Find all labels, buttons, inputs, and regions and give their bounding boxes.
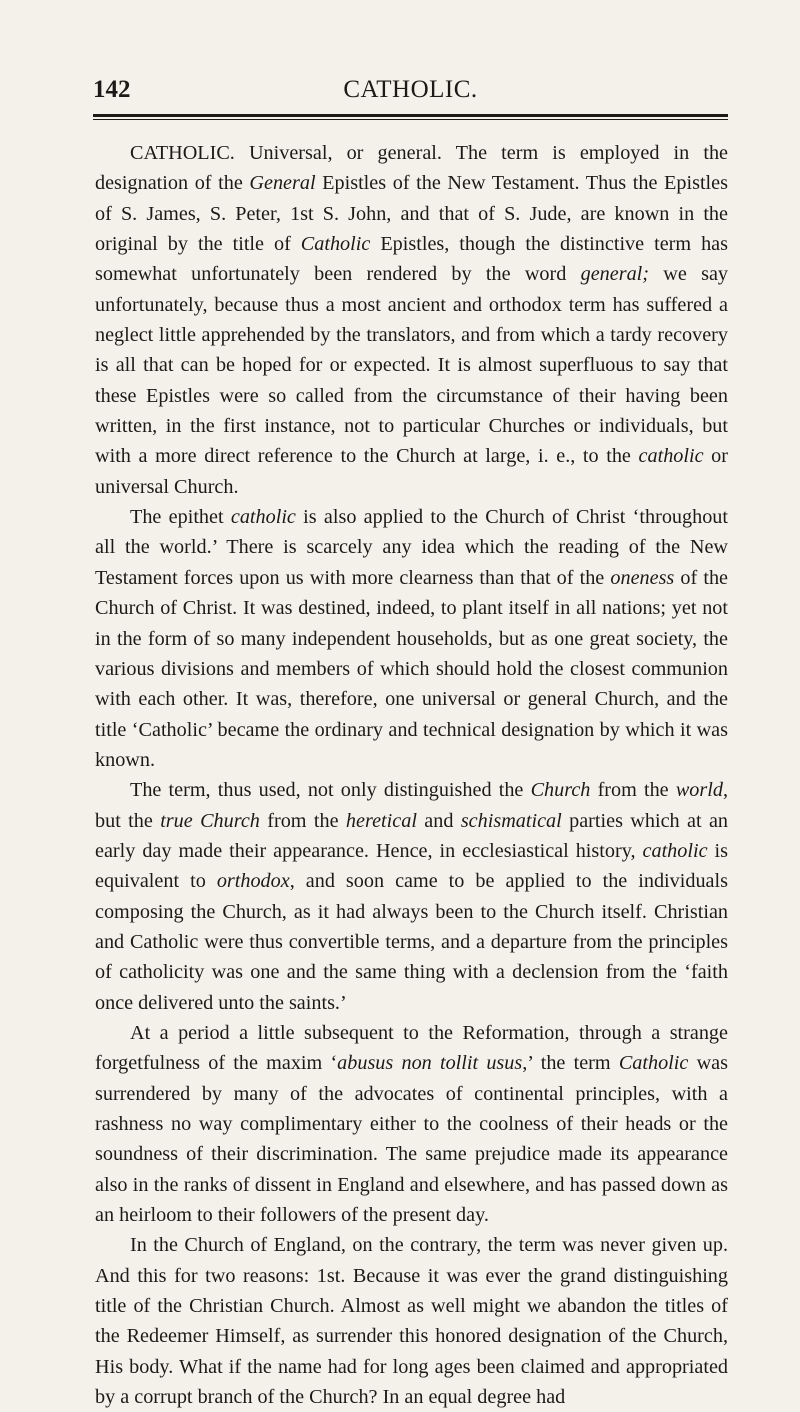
italic-text: general; bbox=[580, 263, 649, 286]
text-run: is also applied to the Church of Christ ‘throughout all the world.’ There is scarcely any idea which the reading of the New Testament forces upon us with more clearness than that of the bbox=[95, 506, 728, 589]
italic-text: world bbox=[675, 779, 723, 802]
italic-text: catholic bbox=[230, 506, 296, 529]
italic-text: Catholic bbox=[300, 233, 371, 256]
body-text bbox=[95, 138, 728, 1412]
italic-text: Catholic bbox=[618, 1052, 689, 1075]
text-run: parties which at an early day made their appearance. Hence, in ecclesiastical history, bbox=[95, 809, 728, 862]
paragraph bbox=[95, 138, 728, 502]
paragraph bbox=[95, 1018, 728, 1230]
text-run: from the bbox=[259, 809, 346, 832]
italic-text: true Church bbox=[160, 809, 260, 832]
text-run: was surrendered by many of the advocates of continental principles, with a rashness no way complimentary either to the coolness of their heads or the soundness of their discrimination. The same prejudice made its appearance also in the ranks of dissent in England and elsewhere, and has passed down as an heirloom to their followers of the present day. bbox=[95, 1052, 728, 1227]
text-run: , and soon came to be applied to the individuals composing the Church, as it had always been to the Church itself. Christian and Catholic were thus convertible terms, and a departure from the principles of catholicity was one and the same thing with a declension from the ‘faith once delivered unto the saints.’ bbox=[95, 870, 728, 1014]
text-run: or universal Church. bbox=[95, 445, 729, 498]
paragraph bbox=[95, 502, 728, 775]
text-run: The epithet bbox=[130, 506, 231, 529]
text-run: CATHOLIC. Universal, or general. The term is employed in the designation of the bbox=[95, 142, 728, 195]
text-run: The term, thus used, not only distinguished the bbox=[130, 779, 531, 802]
italic-text: catholic bbox=[638, 445, 704, 468]
text-run: Epistles of the New Testament. Thus the Epistles of S. James, S. Peter, 1st S. John, and that of S. Jude, are known in the original by the title of bbox=[95, 172, 728, 256]
text-run: In the Church of England, on the contrary, the term was never given up. And this for two reasons: 1st. Because it was ever the grand distinguishing title of the Christian Church. Almost as well might we abandon the titles of the Redeemer Himself, as surrender this honored designation of the Church, His body. What if the name had for long ages been claimed and appropriated by a corrupt branch of the Church? In an equal degree had bbox=[95, 1234, 728, 1409]
text-run: is equivalent to bbox=[95, 839, 729, 893]
paragraph bbox=[95, 775, 728, 1018]
italic-text: orthodox bbox=[216, 870, 290, 893]
text-run: of the Church of Christ. It was destined, indeed, to plant itself in all nations; yet not in the form of so many independent households, but as one great society, the various divisions and members of which should hold the closest communion with each other. It was, therefore, one universal or general Church, and the title ‘Catholic’ became the ordinary and technical designation by which it was known. bbox=[95, 566, 728, 771]
running-title: CATHOLIC. bbox=[343, 76, 478, 103]
page-number: 142 bbox=[93, 76, 131, 103]
header-rule bbox=[93, 114, 728, 117]
text-run: and bbox=[416, 809, 461, 832]
italic-text: oneness bbox=[610, 566, 675, 589]
italic-text: heretical bbox=[345, 809, 417, 832]
text-run: Epistles, though the distinctive term has somewhat unfortunately been rendered by the word bbox=[95, 233, 728, 286]
page-header bbox=[93, 66, 728, 110]
italic-text: abusus non tollit usus bbox=[337, 1052, 523, 1075]
italic-text: catholic bbox=[642, 839, 708, 862]
text-run: we say unfortunately, because thus a most ancient and orthodox term has suffered a neglect little apprehended by the translators, and from which a tardy recovery is all that can be hoped for or expected. It is almost superfluous to say that these Epistles were so called from the circumstance of their having been written, in the first instance, not to particular Churches or individuals, but with a more direct reference to the Church at large, i. e., to the bbox=[95, 263, 729, 468]
paragraph bbox=[95, 1230, 728, 1412]
text-run: from the bbox=[590, 779, 676, 802]
header-rule-thin bbox=[93, 119, 728, 120]
text-run: At a period a little subsequent to the Reformation, through a strange forgetfulness of the maxim ‘ bbox=[95, 1021, 728, 1075]
italic-text: General bbox=[249, 172, 316, 195]
text-run: ,’ the term bbox=[522, 1052, 619, 1075]
italic-text: Church bbox=[530, 779, 591, 802]
italic-text: schismatical bbox=[460, 809, 562, 832]
text-run: , but the bbox=[95, 779, 728, 832]
